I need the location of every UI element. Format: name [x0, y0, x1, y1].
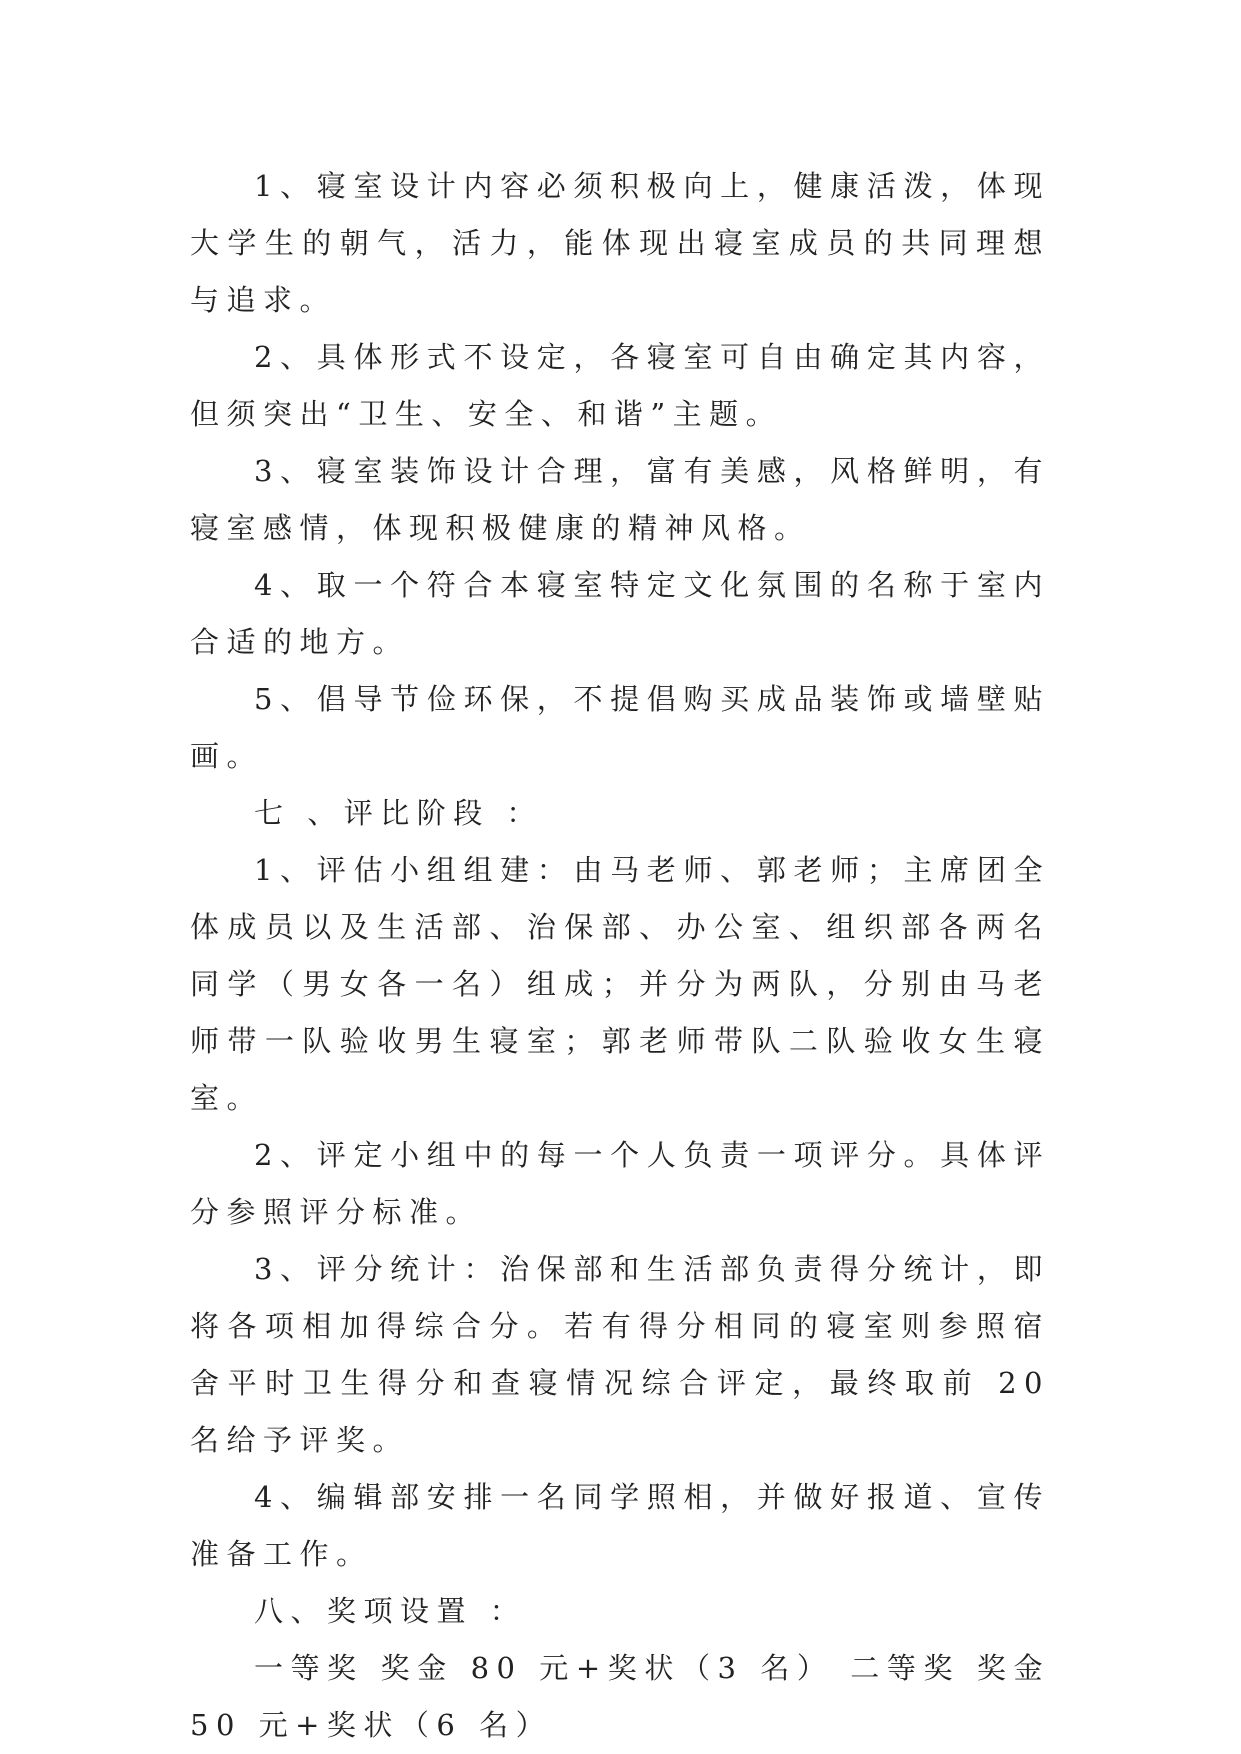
paragraph-evaluation-3: 3、评分统计：治保部和生活部负责得分统计，即将各项相加得综合分。若有得分相同的寝室则参照宿舍平时卫生得分和查寝情况综合评定，最终取前 20 名给予评奖。 [190, 1252, 1050, 1457]
paragraph-evaluation-1: 1、评估小组组建：由马老师、郭老师；主席团全体成员以及生活部、治保部、办公室、组织部各两名同学（男女各一名）组成；并分为两队，分别由马老师带一队验收男生寝室；郭老师带队二队验收女生寝室。 [190, 853, 1050, 1115]
paragraph-requirement-2: 2、具体形式不设定，各寝室可自由确定其内容，但须突出“卫生、安全、和谐”主题。 [190, 340, 1050, 431]
paragraph-awards: 一等奖 奖金 80 元+奖状（3 名） 二等奖 奖金 50 元+奖状（6 名） [190, 1651, 1050, 1742]
paragraph-evaluation-4: 4、编辑部安排一名同学照相，并做好报道、宣传准备工作。 [190, 1480, 1050, 1571]
paragraph-requirement-4: 4、取一个符合本寝室特定文化氛围的名称于室内合适的地方。 [190, 568, 1050, 659]
paragraph-requirement-5: 5、倡导节俭环保，不提倡购买成品装饰或墙壁贴画。 [190, 682, 1050, 773]
paragraph-evaluation-2: 2、评定小组中的每一个人负责一项评分。具体评分参照评分标准。 [190, 1138, 1050, 1229]
paragraph-requirement-3: 3、寝室装饰设计合理，富有美感，风格鲜明，有寝室感情，体现积极健康的精神风格。 [190, 454, 1050, 545]
section-heading-awards: 八、奖项设置 ： [254, 1594, 527, 1628]
document-body [190, 158, 1050, 1754]
paragraph-requirement-1: 1、寝室设计内容必须积极向上，健康活泼，体现大学生的朝气，活力，能体现出寝室成员的共同理想与追求。 [190, 169, 1050, 317]
section-heading-evaluation: 七 、评比阶段 ： [254, 796, 543, 830]
